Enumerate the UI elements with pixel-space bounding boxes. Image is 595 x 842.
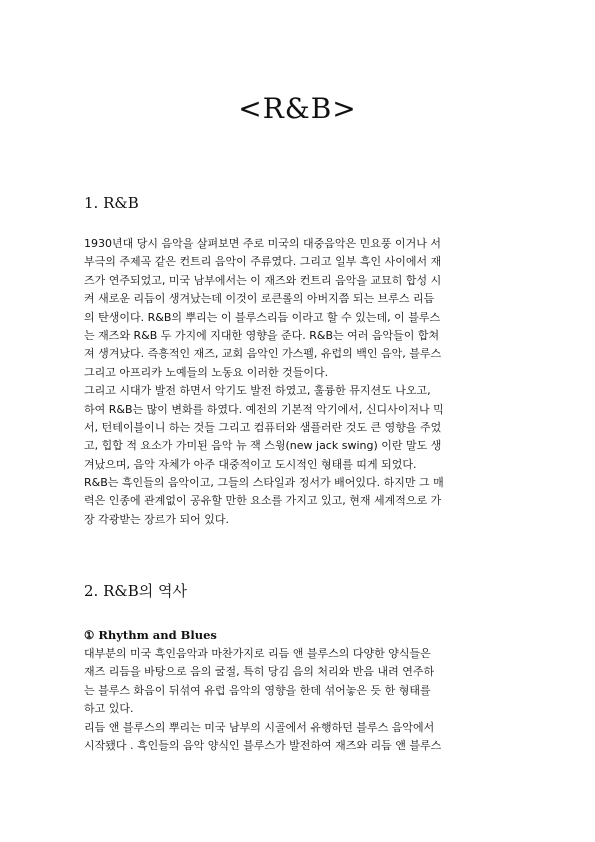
body-line: 하고 있다. xyxy=(84,702,134,716)
body-line: 하여 R&B는 많이 변화를 하였다. 예전의 기본적 악기에서, 신디사이저나 믹 xyxy=(84,402,444,416)
section-2-body xyxy=(84,645,512,755)
body-line: 서, 턴테이블이니 하는 것들 그리고 컴퓨터와 샘플러란 것도 큰 영향을 주었 xyxy=(84,420,442,434)
body-line: 리듬 앤 블루스의 뿌리는 미국 남부의 시골에서 유행하던 블루스 음악에서 xyxy=(84,720,435,734)
body-line: 재즈 리듬을 바탕으로 음의 굴절, 특히 당김 음의 처리와 반음 내려 연주하 xyxy=(84,665,435,679)
body-line: 겨났으며, 음악 자체가 아주 대중적이고 도시적인 형태를 띠게 되었다. xyxy=(84,457,417,471)
body-line: 의 탄생이다. R&B의 뿌리는 이 블루스리듬 이라고 할 수 있는데, 이 블루스 xyxy=(84,310,441,324)
body-line: 대부분의 미국 흑인음악과 마찬가지로 리듬 앤 블루스의 다양한 양식들은 xyxy=(84,647,431,660)
body-line: 는 재즈와 R&B 두 가지에 지대한 영향을 준다. R&B는 여러 음악들이 합쳐 xyxy=(84,328,440,342)
body-line: 즈가 연주되었고, 미국 남부에서는 이 재즈와 컨트리 음악을 교묘히 합성 시 xyxy=(84,273,442,287)
body-line: 부극의 주제곡 같은 컨트리 음악이 주류였다. 그리고 일부 흑인 사이에서 재 xyxy=(84,255,442,269)
body-line: 고, 힙합 적 요소가 가미된 음악 뉴 잭 스윙(new jack swing) 이란 말도 생 xyxy=(84,439,442,453)
section-1-heading: 1. R&B xyxy=(84,194,139,212)
document-title: <R&B> xyxy=(238,92,357,125)
section-1-body xyxy=(84,235,512,529)
body-line: 는 블루스 화음이 뒤섞여 유럽 음악의 영향을 한데 섞어놓은 듯 한 형태를 xyxy=(84,683,431,697)
body-line: 력은 인종에 관계없이 공유할 만한 요소를 가지고 있고, 현재 세계적으로 가 xyxy=(84,494,442,508)
body-line: 켜 새로운 리듬이 생겨났는데 이것이 로큰롤의 아버지쯤 되는 브루스 리듬 xyxy=(84,292,435,306)
section-2-heading: 2. R&B의 역사 xyxy=(84,582,187,600)
body-line: 그리고 아프리카 노예들의 노동요 이러한 것들이다. xyxy=(84,365,329,379)
subsection-heading: ① Rhythm and Blues xyxy=(84,628,217,642)
body-line: 장 각광받는 장르가 되어 있다. xyxy=(84,512,229,526)
body-line: 그리고 시대가 발전 하면서 악기도 발전 하였고, 훌륭한 뮤지션도 나오고, xyxy=(84,384,431,398)
body-line: 시작됐다 . 흑인들의 음악 양식인 블루스가 발전하여 재즈와 리듬 앤 블루스 xyxy=(84,738,442,752)
body-line: 져 생겨났다. 즉흥적인 재즈, 교회 음악인 가스펠, 유럽의 백인 음악, 블루스 xyxy=(84,347,442,361)
body-line: 1930년대 당시 음악을 살펴보면 주로 미국의 대중음악은 민요풍 이거나 서 xyxy=(84,237,441,250)
body-line: R&B는 흑인들의 음악이고, 그들의 스타일과 정서가 배어있다. 하지만 그 매 xyxy=(84,476,444,490)
